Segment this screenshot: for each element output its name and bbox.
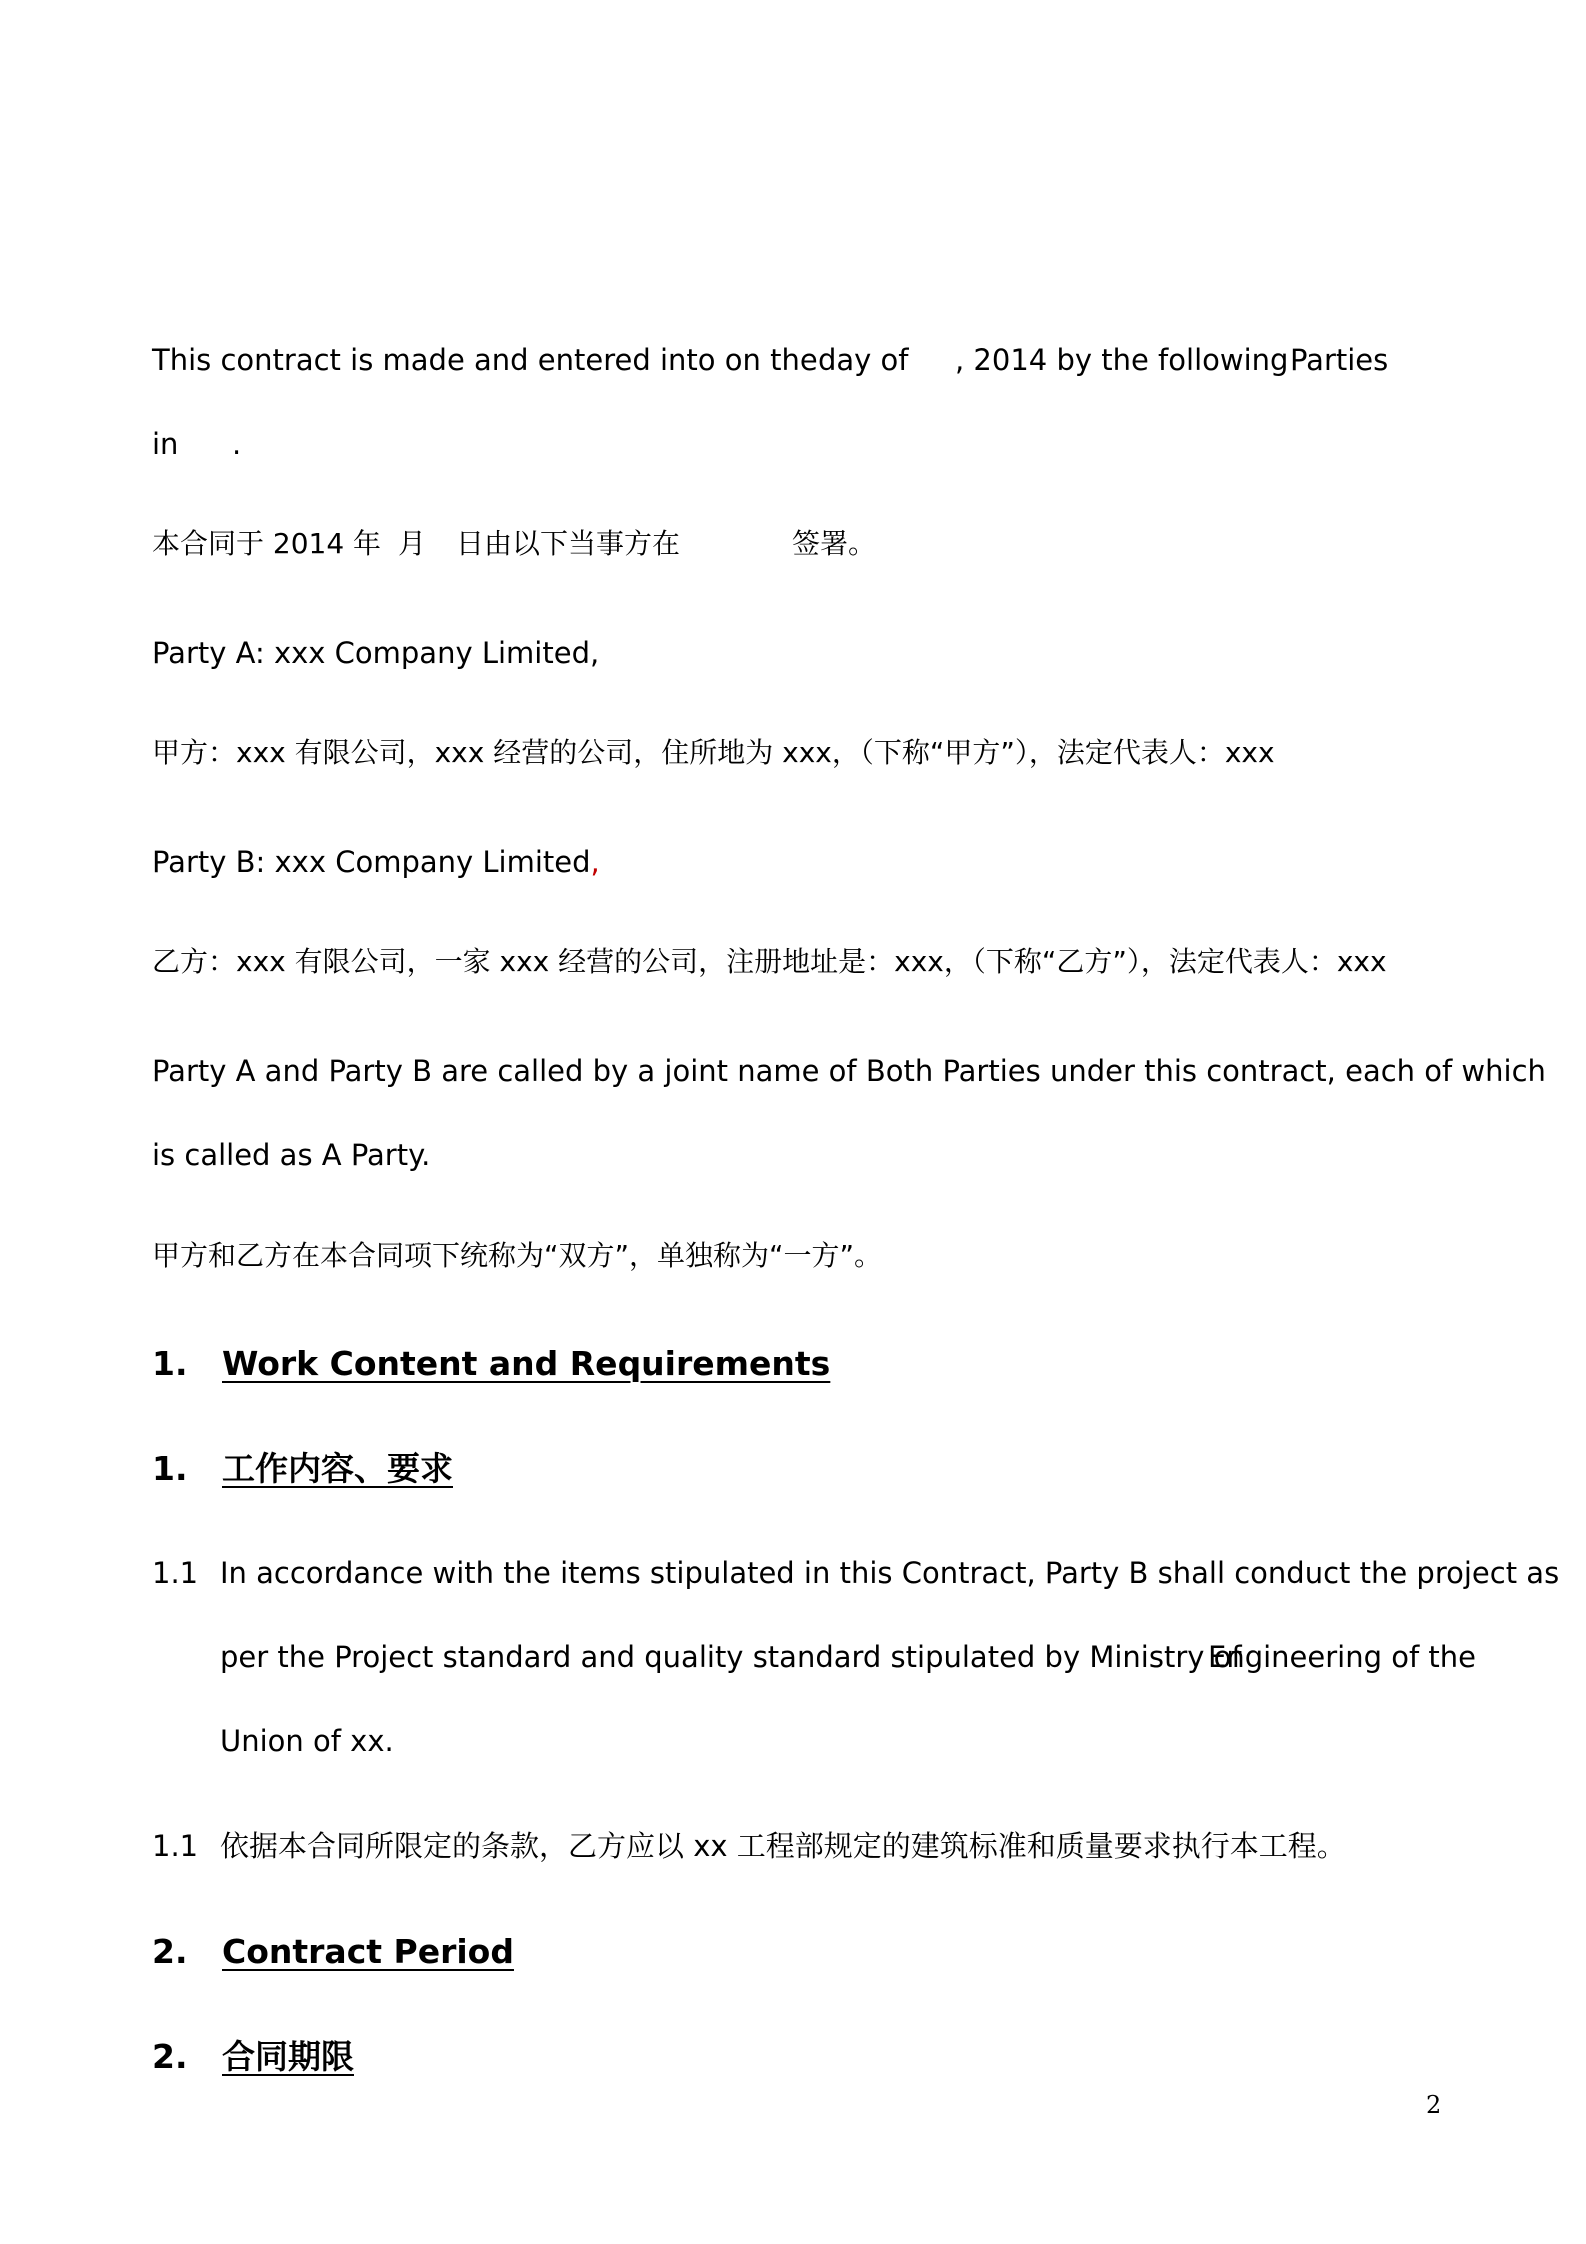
intro-zh-c: 日由以下当事方在	[456, 527, 681, 560]
intro-zh-a: 本合同于 2014 年	[152, 527, 382, 560]
intro-zh-b: 月	[398, 527, 427, 560]
clause-1-1-en-line2: per the Project standard and quality standard stipulated by Ministry of	[220, 1640, 1242, 1674]
intro-text-1b: day of	[818, 343, 909, 377]
clause-1-1-en-line2b: Engineering of the	[1208, 1640, 1476, 1674]
clause-1-1-number-zh: 1.1	[152, 1829, 199, 1863]
section1-number-en: 1.	[152, 1344, 188, 1383]
joint-en-line2: is called as A Party.	[152, 1138, 431, 1172]
joint-en-line1: Party A and Party B are called by a joint name of Both Parties under this contract, each of which	[152, 1054, 1546, 1088]
party-a-en: Party A: xxx Company Limited,	[152, 636, 600, 670]
clause-1-1-zh: 依据本合同所限定的条款，乙方应以 xx 工程部规定的建筑标准和质量要求执行本工程。	[220, 1829, 1346, 1863]
section1-title-en: Work Content and Requirements	[222, 1344, 831, 1383]
page-number: 2	[1426, 2091, 1442, 2119]
intro-text-1a: This contract is made and entered into on the	[152, 343, 818, 377]
intro-text-2a: in	[152, 427, 179, 461]
intro-zh-d: 签署。	[792, 527, 877, 560]
section2-title-en: Contract Period	[222, 1932, 514, 1971]
clause-1-1-en-line3: Union of xx.	[220, 1724, 394, 1758]
section2-number-en: 2.	[152, 1932, 188, 1971]
section2-number-zh: 2.	[152, 2037, 188, 2076]
clause-1-1-en-line1: In accordance with the items stipulated in this Contract, Party B shall conduct the project as	[220, 1556, 1560, 1590]
party-b-en	[152, 842, 600, 882]
joint-zh: 甲方和乙方在本合同项下统称为“双方”，单独称为“一方”。	[152, 1239, 883, 1272]
party-b-zh: 乙方：xxx 有限公司，一家 xxx 经营的公司，注册地址是：xxx，（下称“乙方”），法定代表人：xxx	[152, 945, 1387, 978]
section1-number-zh: 1.	[152, 1449, 188, 1488]
intro-text-1c: , 2014 by the following	[955, 343, 1289, 377]
clause-1-1-number-en: 1.1	[152, 1556, 199, 1590]
party-a-zh: 甲方：xxx 有限公司，xxx 经营的公司，住所地为 xxx，（下称“甲方”），法定代表人：xxx	[152, 736, 1275, 769]
party-b-comma: ,	[590, 845, 600, 879]
section1-title-zh: 工作内容、要求	[222, 1449, 453, 1488]
intro-text-1d: Parties	[1290, 343, 1389, 377]
section2-title-zh: 合同期限	[222, 2037, 354, 2076]
party-b-en-text: Party B: xxx Company Limited	[152, 845, 591, 879]
intro-text-2b: .	[232, 427, 242, 461]
